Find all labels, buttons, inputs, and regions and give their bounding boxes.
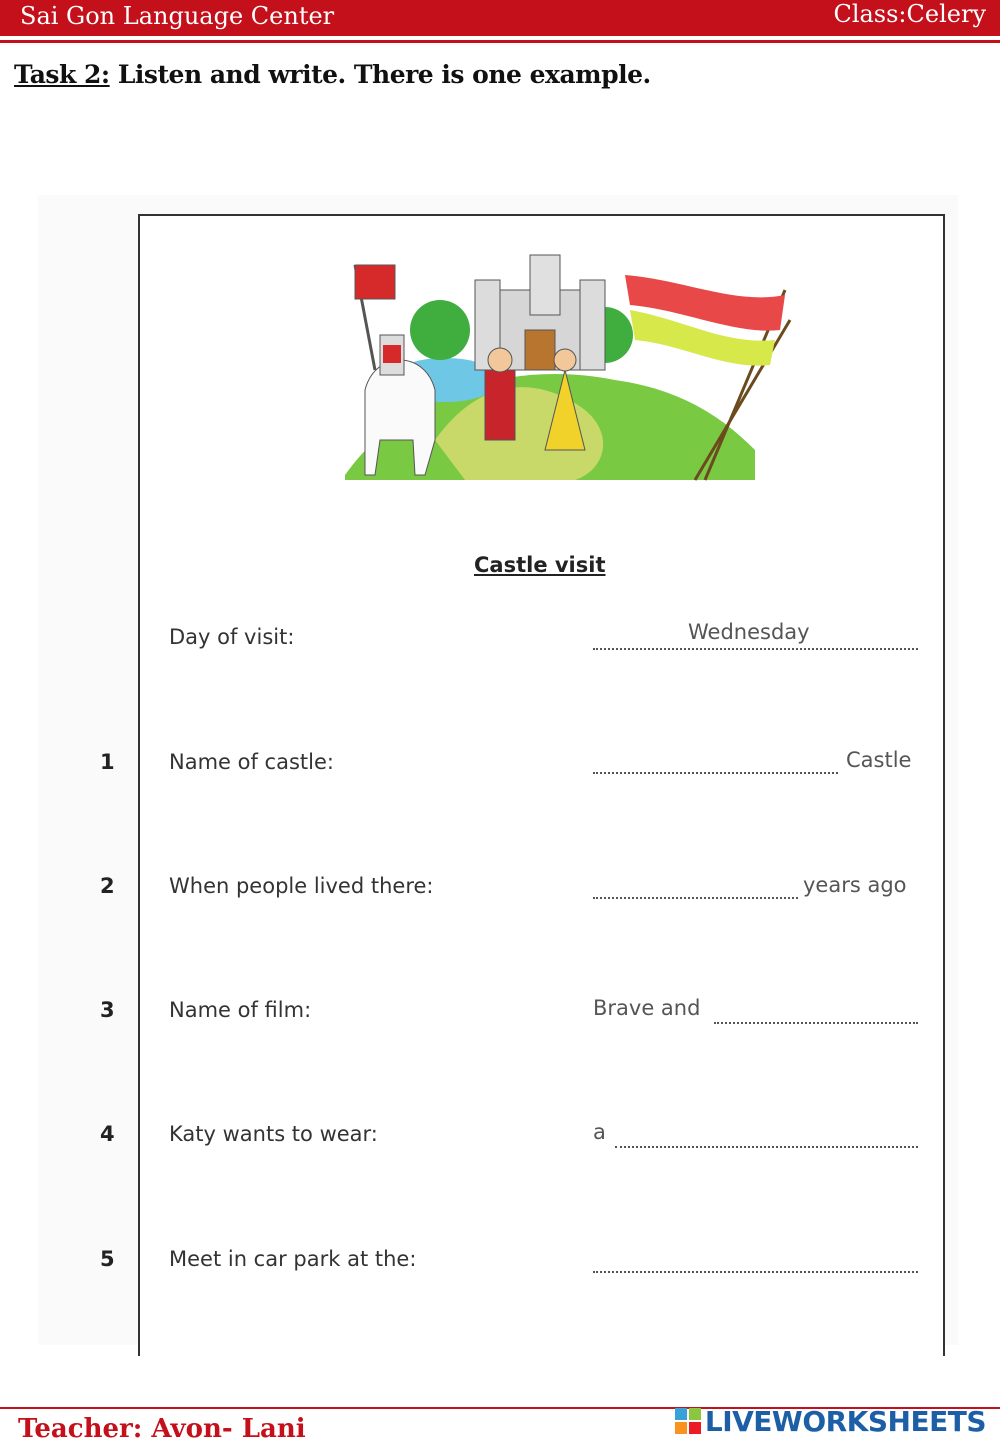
answer-line-1[interactable] — [593, 772, 838, 774]
task-text: Listen and write. There is one example. — [109, 60, 651, 89]
row-prefix-4: a — [593, 1120, 606, 1144]
row-label-4: Katy wants to wear: — [169, 1122, 378, 1146]
row-label-5: Meet in car park at the: — [169, 1247, 417, 1271]
answer-line-5[interactable] — [593, 1271, 918, 1273]
row-label-2: When people lived there: — [169, 874, 434, 898]
header-divider — [0, 40, 1000, 43]
answer-line-3[interactable] — [714, 1022, 918, 1024]
answer-line-4[interactable] — [615, 1146, 918, 1148]
answer-line-2[interactable] — [593, 897, 798, 899]
row-suffix-1: Castle — [846, 748, 912, 772]
worksheet-heading: Castle visit — [474, 553, 606, 577]
example-answer: Wednesday — [688, 620, 810, 644]
header-bar — [0, 0, 1000, 36]
task-instruction — [14, 60, 651, 89]
row-label-1: Name of castle: — [169, 750, 334, 774]
class-label: Class:Celery — [833, 0, 986, 28]
row-label-3: Name of film: — [169, 998, 312, 1022]
teacher-name: Teacher: Avon- Lani — [18, 1414, 306, 1444]
brand-name: LIVEWORKSHEETS — [704, 1404, 986, 1438]
row-suffix-2: years ago — [803, 873, 907, 897]
castle-illustration — [285, 240, 805, 490]
row-number-4: 4 — [100, 1122, 115, 1146]
answer-line-example — [593, 648, 918, 650]
task-label: Task 2: — [14, 60, 110, 89]
row-prefix-3: Brave and — [593, 996, 701, 1020]
row-number-5: 5 — [100, 1247, 115, 1271]
liveworksheets-logo-icon — [675, 1408, 701, 1434]
brand-logo[interactable] — [675, 1404, 986, 1438]
row-number-1: 1 — [100, 750, 115, 774]
row-number-3: 3 — [100, 998, 115, 1022]
row-number-2: 2 — [100, 874, 115, 898]
center-name: Sai Gon Language Center — [20, 2, 335, 30]
row-label-example: Day of visit: — [169, 625, 295, 649]
